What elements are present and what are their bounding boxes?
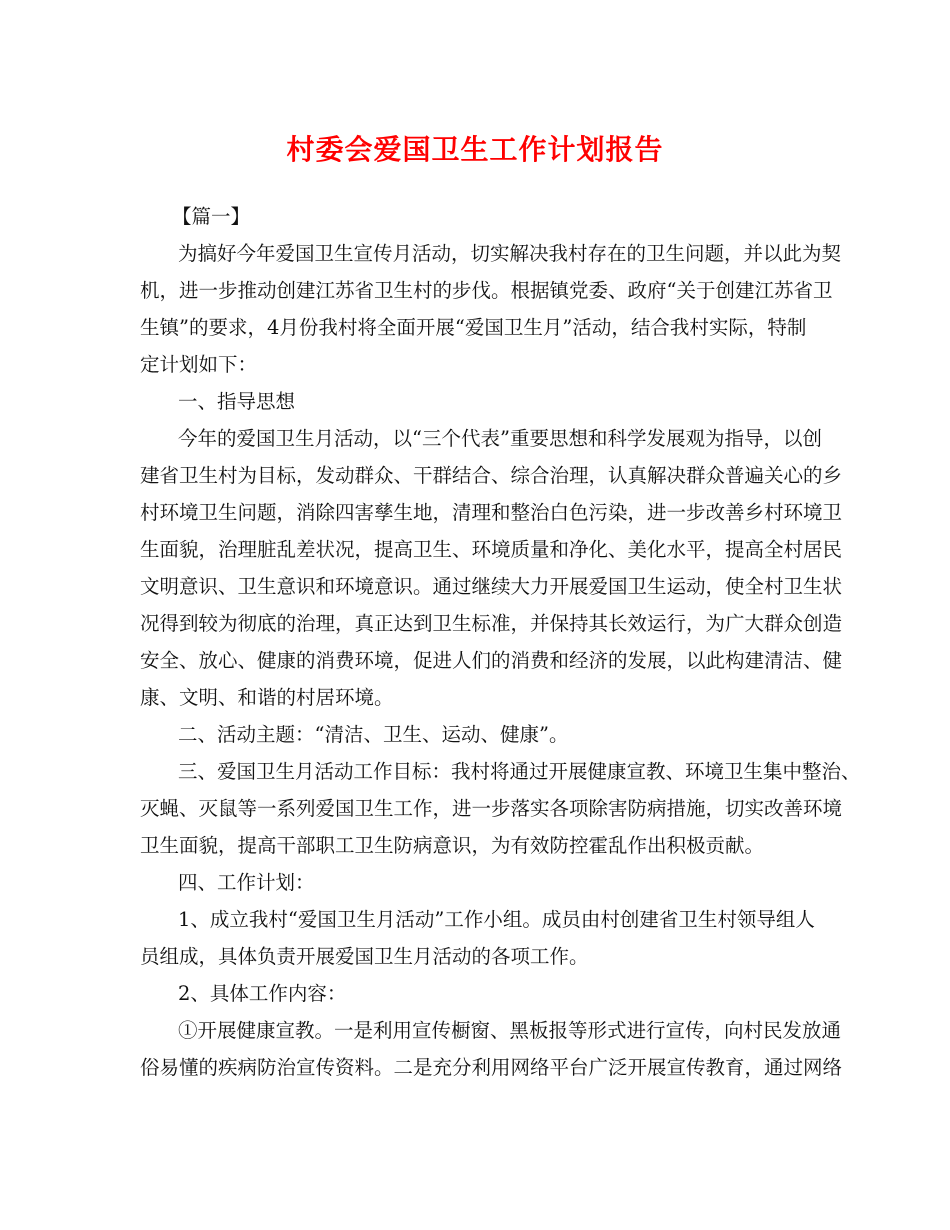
heading-work-plan: 四、工作计划： [178,871,315,894]
heading-guiding-thought: 一、指导思想 [178,390,296,413]
section-heading-pian-yi: 【篇一】 [172,205,251,228]
paragraph-line: 员组成，具体负责开展爱国卫生月活动的各项工作。 [140,945,589,968]
paragraph-line: 村环境卫生问题，消除四害孳生地，清理和整治白色污染，进一步改善乡村环境卫 [140,501,843,524]
paragraph-line: 安全、放心、健康的消费环境，促进人们的消费和经济的发展，以此构建清洁、健 [140,649,843,672]
paragraph-line: ①开展健康宣教。一是利用宣传橱窗、黑板报等形式进行宣传，向村民发放通 [178,1019,842,1042]
paragraph-line: 灭蝇、灭鼠等一系列爱国卫生工作，进一步落实各项除害防病措施，切实改善环境 [140,797,843,820]
paragraph-line: 今年的爱国卫生月活动，以“三个代表”重要思想和科学发展观为指导，以创 [178,427,822,450]
paragraph-line: 为搞好今年爱国卫生宣传月活动，切实解决我村存在的卫生问题，并以此为契 [178,242,842,265]
paragraph-line: 建省卫生村为目标，发动群众、干群结合、综合治理，认真解决群众普遍关心的乡 [140,464,843,487]
heading-activity-theme: 二、活动主题：“清洁、卫生、运动、健康”。 [178,723,569,746]
paragraph-line: 1、成立我村“爱国卫生月活动”工作小组。成员由村创建省卫生村领导组人 [178,908,815,931]
paragraph-line: 定计划如下： [140,353,258,376]
paragraph-line: 文明意识、卫生意识和环境意识。通过继续大力开展爱国卫生运动，使全村卫生状 [140,575,843,598]
paragraph-line: 卫生面貌，提高干部职工卫生防病意识，为有效防控霍乱作出积极贡献。 [140,834,765,857]
paragraph-line: 机，进一步推动创建江苏省卫生村的步伐。根据镇党委、政府“关于创建江苏省卫 [140,279,833,302]
paragraph-line: 生面貌，治理脏乱差状况，提高卫生、环境质量和净化、美化水平，提高全村居民 [140,538,843,561]
paragraph-line: 俗易懂的疾病防治宣传资料。二是充分利用网络平台广泛开展宣传教育，通过网络 [140,1056,843,1079]
paragraph-line: 三、爱国卫生月活动工作目标：我村将通过开展健康宣教、环境卫生集中整治、 [178,760,861,783]
heading-work-content: 2、具体工作内容： [178,982,347,1005]
page-title: 村委会爱国卫生工作计划报告 [286,133,664,166]
paragraph-line: 康、文明、和谐的村居环境。 [140,686,394,709]
paragraph-line: 生镇”的要求，4月份我村将全面开展“爱国卫生月”活动，结合我村实际，特制 [140,316,807,339]
paragraph-line: 况得到较为彻底的治理，真正达到卫生标准，并保持其长效运行，为广大群众创造 [140,612,843,635]
